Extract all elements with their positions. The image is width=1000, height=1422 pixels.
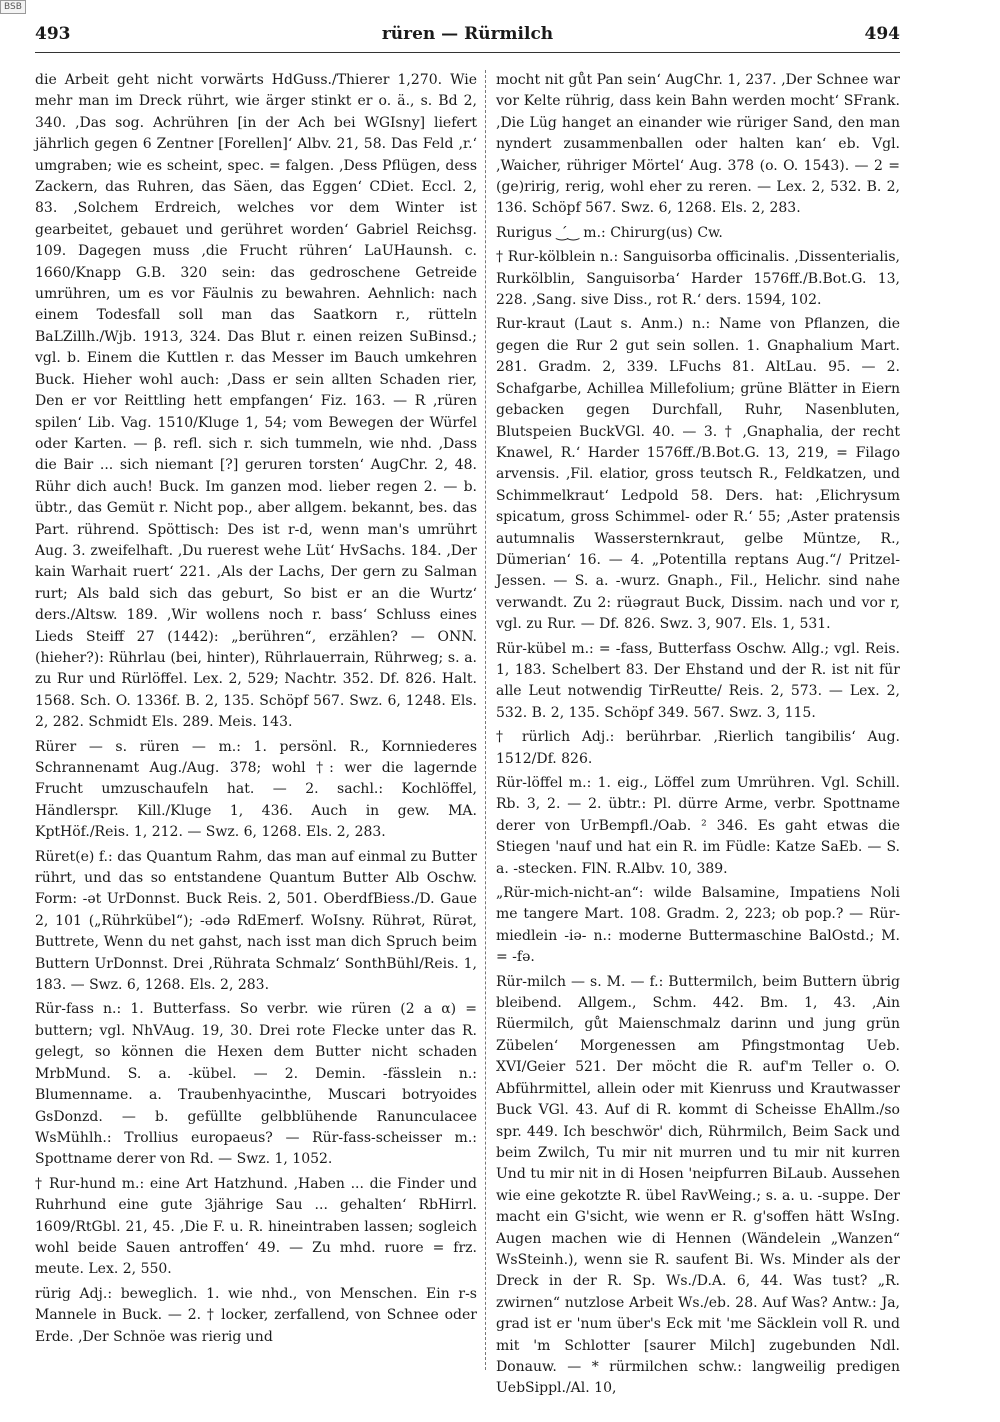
entry-rur-kolblein: † Rur-kölblein n.: Sanguisorba officinalis. ‚Dissenterialis, Rurkölblin, Sanguisorba‘ Harder 1576ff./B.Bot.G. 13, 228. ‚Sang. sive Diss., rot R.‘ ders. 1594, 102. (496, 249, 900, 309)
column-divider (485, 70, 486, 1370)
page-number-left: 493 (35, 24, 71, 44)
library-stamp: BSB (0, 0, 26, 14)
entry-rurig-continuation: mocht nit gůt Pan sein‘ AugChr. 1, 237. ‚Der Schnee war vor Kelte rührig, dass kein Bahn werden mocht‘ SFrank. ‚Die Lüg hanget an einander wie rüriger Sand, den man nyndert zusammenballen oder halten kan‘ eb. Vgl. ‚Waicher, rühriger Mörtel‘ Aug. 378 (o. O. 1543). — 2 = (ge)ririg, rerig, wohl eher zu reren. — Lex. 2, 532. B. 2, 136. Schöpf 567. Swz. 6, 1268. Els. 2, 283. (496, 72, 900, 217)
entry-rur-mich-nicht-an: „Rür-mich-nicht-an“: wilde Balsamine, Impatiens Noli me tangere Mart. 108. Gradm. 2, 223; ob pop.? — Rür-miedlein -iə- n.: moderne Buttermaschine BalOstd.; M. = -fə. (496, 885, 900, 966)
running-title: rüren — Rürmilch (381, 24, 554, 44)
page-header (35, 20, 900, 48)
entry-rurer: Rürer — s. rüren — m.: 1. persönl. R., Kornniederes Schrannenamt Aug./Aug. 378; wohl †: wer die lagernde Frucht umzuschaufeln hat. — 2. sachl.: Kochlöffel, Händlerspr. Kill./Kluge 1, 436. Auch in gew. MA. KptHöf./Reis. 1, 212. — Swz. 6, 1268. Els. 2, 283. (35, 738, 477, 841)
entry-rur-kubel: Rür-kübel m.: = -fass, Butterfass Oschw. Allg.; vgl. Reis. 1, 183. Schelbert 83. Der Ehstand und der R. ist nit für alle Leut notwendig TirReutte/ Reis. 2, 573. — Lex. 2, 532. B. 2, 135. Schöpf 349. 567. Swz. 3, 115. (496, 640, 900, 721)
header-rule (35, 52, 900, 53)
left-column (35, 70, 477, 1348)
right-column (496, 70, 900, 1400)
page-number-right: 494 (864, 24, 900, 44)
entry-ruret: Rüret(e) f.: das Quantum Rahm, das man auf einmal zu Butter rührt, und das so entstandene Quantum Butter Alb Oschw. Form: -ət UrDonnst. Buck Reis. 2, 501. OberdfBiess./D. Gaue 2, 101 („Rührkübel“); -ədə RdEmerf. WoIsny. Rührət, Rürət, Buttrete, Wenn du net gahst, nach isst man dich Spruch beim Buttern UrDonnst. Drei ‚Rührata Schmalz‘ SonthBühl/Reis. 1, 183. — Swz. 6, 1268. Els. 2, 283. (35, 848, 477, 994)
entry-rurigus: Rurigus ‿́‿ m.: Chirurg(us) Cw. (496, 224, 723, 241)
entry-rur-hund: † Rur-hund m.: eine Art Hatzhund. ‚Haben ... die Finder und Ruhrhund eine gute 3jährige Sau ... gehalten‘ RbHirrl. 1609/RtGbl. 21, 45. ‚Die F. u. R. hineintraben lassen; sogleich wohl beide Sauen antroffen‘ 49. — Zu mhd. ruore = frz. meute. Lex. 2, 550. (35, 1175, 477, 1278)
entry-rur-loffel: Rür-löffel m.: 1. eig., Löffel zum Umrühren. Vgl. Schill. Rb. 3, 2. — 2. übtr.: Pl. dürre Arme, verbr. Spottname derer von UrBempfl./Oab. ² 346. Es gaht etwas die Stiegen 'nauf und hat ein R. im Füdle: Katze SaEb. — S. a. -stecken. FlN. R.Albv. 10, 389. (496, 775, 900, 877)
entry-rurlich: † rürlich Adj.: berührbar. ‚Rierlich tangibilis‘ Aug. 1512/Df. 826. (496, 729, 900, 767)
entry-rur-fass: Rür-fass n.: 1. Butterfass. So verbr. wie rüren (2 a α) = buttern; vgl. NhVAug. 19, 30. Drei rote Flecke unter das R. gelegt, so können die Hexen dem Butter nicht schaden MrbMund. S. a. -kübel. — 2. Demin. -fässlein n.: Blumenname. a. Traubenhyacinthe, Muscari botryoides GsDonzd. — b. gefüllte gelbblühende Ranunculacee WsMühlh.: Trollius europaeus? — Rür-fass-scheisser m.: Spottname derer von Rd. — Swz. 1, 1052. (35, 1001, 477, 1168)
entry-rur-kraut: Rur-kraut (Laut s. Anm.) n.: Name von Pflanzen, die gegen die Rur 2 gut sein sollen. 1. Gnaphalium Mart. 281. Gradm. 2, 339. LFuchs 81. AltLau. 95. — 2. Schafgarbe, Achillea Millefolium; grüne Blätter in Eiern gebacken gegen Durchfall, Ruhr, Nasenbluten, Blutspeien BuckVGl. 40. — 3. † ‚Gnaphalia, der recht Knawel, R.‘ Harder 1576ff./B.Bot.G. 13, 219, = Filago arvensis. ‚Fil. elatior, gross teutsch R., Feldkatzen, und Schimmelkraut‘ Ledpold 58. Ders. hat: ‚Elichrysum spicatum, gross Schimmel- oder R.‘ 55; ‚Aster pratensis autumnalis Wassersternkraut, gelbe Müntze, R., Dümerian‘ 16. — 4. „Potentilla reptans Aug.“/ Pritzel-Jessen. — S. a. -wurz. Gnaph., Fil., Helichr. sind nahe verwandt. Zu 2: rüəgraut Buck, Dissim. nach und vor r, vgl. zu Rur. — Df. 826. Swz. 3, 907. Els. 1, 531. (496, 316, 900, 633)
entry-ruren-continuation: die Arbeit geht nicht vorwärts HdGuss./Thierer 1,270. Wie mehr man im Dreck rührt, wie ärger stinkt er o. ä., s. Bd 2, 340. ‚Das sog. Achrühren [in der Ach bei WGIsny] liefert jährlich gegen 6 Zentner [Forellen]‘ Albv. 21, 58. Das Feld ‚r.‘ umgraben; wie es scheint, spec. = falgen. ‚Dess Pflügen, dess Zackern, das Ruhren, das Säen, das Eggen‘ CDiet. Eccl. 2, 83. ‚Solchem Erdreich, welches vor dem Winter ist gearbeitet, gebauet und gerühret worden‘ Gabriel Reichsg. 109. Dagegen muss ‚die Frucht rühren‘ LaUHaunsh. c. 1660/Knapp G.B. 320 sein: das gedroschene Getreide umrühren, um es vor Fäulnis zu bewahren. Aehnlich: nach einem Todesfall soll man das Saatkorn r., rütteln BaLZillh./Wjb. 1913, 324. Das Blut r. einen reizen SuBinsd.; vgl. b. Einem die Kuttlen r. das Messer im Bauch umkehren Buck. Hieher wohl auch: ‚Dass er sein allten Schaden rier, Den er vor Reittling hett empfangen‘ Fiz. 163. — R ‚rüren spilen‘ Lib. Vag. 1510/Kluge 1, 54; vom Bewegen der Würfel oder Karten. — β. refl. sich r. sich tummeln, wie nhd. ‚Dass die Bair ... sich niemant [?] geruren torsten‘ AugChr. 2, 48. Rühr dich auch! Buck. Im ganzen mod. lieber regen 2. — b. übtr., das Gemüt r. Nicht pop., aber allgem. bekannt, bes. das Part. rührend. Spöttisch: Des ist r-d, wenn man's umrührt Aug. 3. zweifelhaft. ‚Du ruerest wehe Lüt‘ HvSachs. 184. ‚Der kain Warhait ruert‘ 221. ‚Als der Lachs, Der gern zu Salman rurt; Als bald sich das geburt, So bist er an die Wurtz‘ ders./Altsw. 189. ‚Wir wollens noch r. bass‘ Schluss eines Lieds Steiff 27 (1442): „berühren“, erzählen? — ONN. (hieher?): Rührlau (bei, hinter), Rührlauerrain, Rührweg; s. a. zu Rur und Rürlöffel. Lex. 2, 529; Nachtr. 352. Df. 826. Halt. 1568. Sch. O. 1336f. B. 2, 135. Schöpf 567. Swz. 6, 1248. Els. 2, 282. Schmidt Els. 289. Meis. 143. (35, 72, 477, 731)
entry-rur-milch: Rür-milch — s. M. — f.: Buttermilch, beim Buttern übrig bleibend. Allgem., Schm. 442. Bm. 1, 43. ‚Ain Rüermilch, gůt Maienschmalz darinn und jung grün Zübelen‘ Morgenessen am Pfingstmontag Ueb. XVI/Geier 521. Der möcht die R. auf'm Teller o. O. Abführmittel, allein oder mit Kienruss und Krautwasser Buck VGl. 43. Auf di R. kommt di Scheisse EhAllm./so spr. 449. Ich beschwör' dich, Rührmilch, Beim Sack und beim Zwilch, Tu mir nit murren und tu mir nit kurren Und tu mir nit in di Hosen 'neipfurren BiLaub. Aussehen wie eine gekotzte R. übel RavWeing.; s. a. u. -suppe. Der macht ein G'sicht, wie wenn er R. g'soffen hätt WsIng. Augen machen wie di Hennen (Wändelein „Wanzen“ WsSteinh.), wenn sie R. saufent Bi. Ws. Minder als der Dreck in der R. Sp. Ws./D.A. 6, 44. Was tust? „R. zwirnen“ nutzlose Arbeit Ws./eb. 28. Auf Was? Antw.: Ja, grad ist er 'num über's Eck mit 'me Säcklein voll R. und mit 'm Schlotter [saurer Milch] zugebunden Ndl. Donauw. — * rürmilchen schw.: langweilig predigen UebSippl./Al. 10, (496, 973, 900, 1397)
entry-rurig: rürig Adj.: beweglich. 1. wie nhd., von Menschen. Ein r-s Mannele in Buck. — 2. † locker, zerfallend, von Schnee oder Erde. ‚Der Schnöe was rierig und (35, 1285, 477, 1345)
